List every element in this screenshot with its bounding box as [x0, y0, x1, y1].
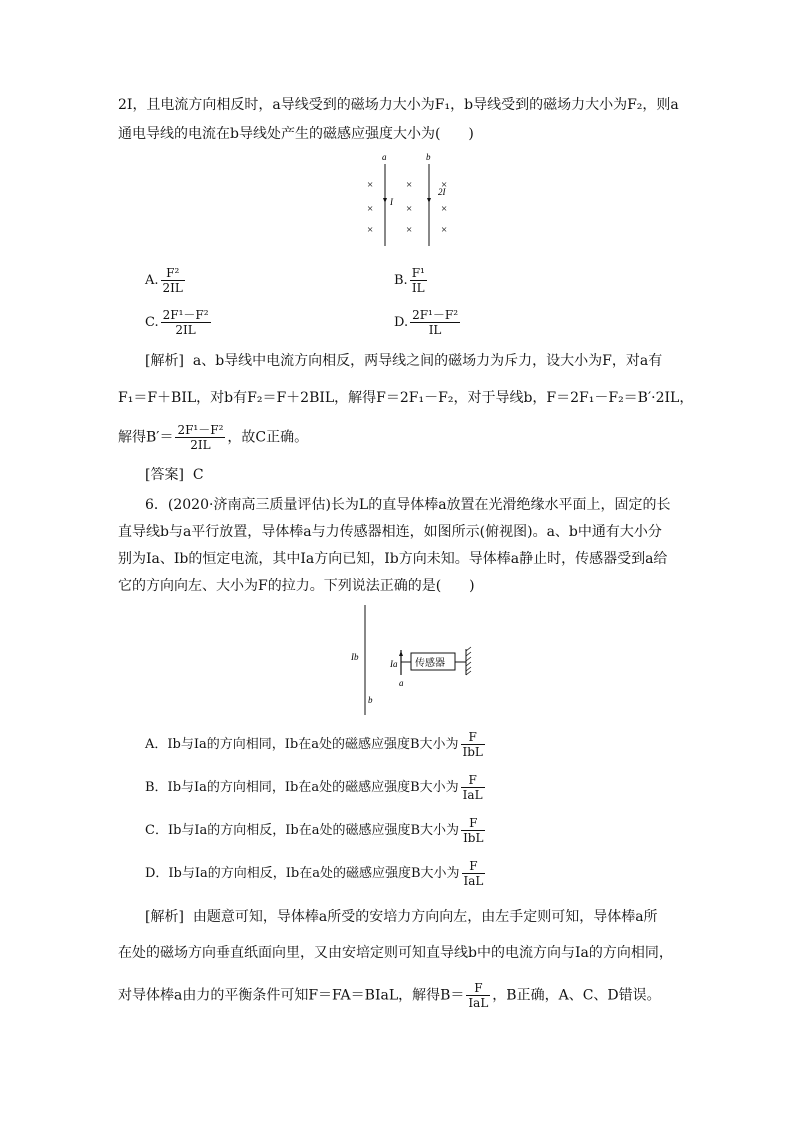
option-a-fraction: $\frac{\text{F²}}{2IL}$ [162, 266, 183, 295]
label-b: b [368, 695, 373, 705]
force-sensor-label: 传感器 [415, 658, 445, 669]
label-a: a [399, 678, 404, 688]
q6-analysis-line-2: 在处的磁场方向垂直纸面向里，又由安培定则可知直导线b中的电流方向与Ia的方向相同， [118, 945, 673, 961]
field-mark: × [367, 179, 374, 191]
q6-analysis-line-1: [解析] 由题意可知，导体棒a所受的安培力方向向左，由左手定则可知，导体棒a所 [145, 909, 658, 925]
q5-answer [145, 465, 204, 485]
label-Ia: Ia [390, 659, 398, 669]
q6-option-b[interactable]: B．Ib与Ia的方向相同，Ib在a处的磁感应强度B大小为 $\frac{F}{\text{IaL}}$ [145, 773, 483, 802]
answer-tag: [答案] [145, 467, 184, 483]
q5-figure-parallel-wires [362, 150, 462, 250]
field-mark: × [406, 224, 413, 236]
q6-analysis-line-3: 对导体棒a由力的平衡条件可知F＝FA＝BIaL，解得B＝ $\frac{F}{\text{IaL}}$ ，B正确，A、C、D错误。 [118, 981, 661, 1010]
option-c-fraction: $\frac{F}{\text{IbL}}$ [463, 816, 484, 845]
field-mark: × [441, 224, 448, 236]
q5-option-d[interactable]: D. $\frac{\text{2F¹－F²}}{IL}$ [394, 308, 459, 337]
q6-option-d[interactable]: D．Ib与Ia的方向相反，Ib在a处的磁感应强度B大小为 $\frac{F}{\text{IaL}}$ [145, 859, 484, 888]
answer-value: C [192, 467, 204, 483]
q6-option-a[interactable]: A．Ib与Ia的方向相同，Ib在a处的磁感应强度B大小为 $\frac{F}{\text{IbL}}$ [145, 730, 483, 759]
field-mark: × [406, 203, 413, 215]
option-b-fraction: $\frac{\text{F¹}}{IL}$ [411, 266, 425, 295]
q6-stem-line-2: 直导线b与a平行放置，导体棒a与力传感器相连，如图所示(俯视图)。a、b中通有大小分 [118, 524, 662, 540]
rod-a-current-arrow [399, 651, 403, 656]
q6-stem-line-1: 6．(2020·济南高三质量评估)长为L的直导体棒a放置在光滑绝缘水平面上，固定的长 [145, 497, 671, 513]
wall-hatching [466, 647, 471, 675]
field-mark: × [367, 203, 374, 215]
option-d-fraction: $\frac{F}{\text{IaL}}$ [463, 859, 484, 888]
field-mark: × [406, 179, 413, 191]
q5-option-a[interactable]: A. $\frac{\text{F²}}{2IL}$ [145, 266, 183, 295]
option-a-fraction: $\frac{F}{\text{IbL}}$ [462, 730, 483, 759]
label-Ib: Ib [351, 652, 359, 662]
option-c-fraction: $\frac{\text{2F¹－F²}}{2IL}$ [162, 308, 209, 337]
analysis-fraction: $\frac{\text{2F¹－F²}}{2IL}$ [177, 423, 224, 452]
q6-option-c[interactable]: C．Ib与Ia的方向相反，Ib在a处的磁感应强度B大小为 $\frac{F}{\text{IbL}}$ [145, 816, 484, 845]
q5-stem-line-1: 2I，且电流方向相反时，a导线受到的磁场力大小为F₁，b导线受到的磁场力大小为F₂，则a [118, 97, 679, 113]
field-mark: × [441, 203, 448, 215]
wire-a-label: a [382, 152, 387, 162]
analysis-tag: [解析] [145, 909, 184, 925]
q5-option-c[interactable]: C. $\frac{\text{2F¹－F²}}{2IL}$ [145, 308, 209, 337]
q5-analysis-line-1: [解析] a、b导线中电流方向相反，两导线之间的磁场力为斥力，设大小为F，对a有 [145, 353, 663, 369]
wire-a-current-arrow [383, 198, 387, 203]
field-mark: × [367, 224, 374, 236]
option-b-fraction: $\frac{F}{\text{IaL}}$ [462, 773, 483, 802]
q6-stem-line-4: 它的方向向左、大小为F的拉力。下列说法正确的是( ) [118, 578, 475, 594]
wire-b-label: b [426, 152, 431, 162]
field-mark: × [441, 179, 448, 191]
q6-stem-line-3: 别为Ia、Ib的恒定电流，其中Ia方向已知，Ib方向未知。导体棒a静止时，传感器受到a给 [118, 551, 668, 567]
q6-figure-rod-sensor [348, 603, 488, 718]
q5-analysis-line-2: F₁＝F＋BIL，对b有F₂＝F＋2BIL，解得F＝2F₁－F₂，对于导线b，F＝2F₁－F₂＝B′·2IL， [118, 390, 694, 406]
option-d-fraction: $\frac{\text{2F¹－F²}}{IL}$ [412, 308, 459, 337]
analysis-tag: [解析] [145, 353, 184, 369]
wire-b-current-arrow [427, 198, 431, 203]
q5-option-b[interactable]: B. $\frac{\text{F¹}}{IL}$ [394, 266, 425, 295]
analysis-fraction: $\frac{F}{\text{IaL}}$ [468, 981, 489, 1010]
q5-stem-line-2: 通电导线的电流在b导线处产生的磁感应强度大小为( ) [118, 126, 474, 142]
current-b-label: 2I [438, 187, 446, 197]
current-a-label: I [390, 197, 393, 207]
q5-analysis-line-3: 解得B′＝ $\frac{\text{2F¹－F²}}{2IL}$ ，故C正确。 [118, 423, 309, 452]
